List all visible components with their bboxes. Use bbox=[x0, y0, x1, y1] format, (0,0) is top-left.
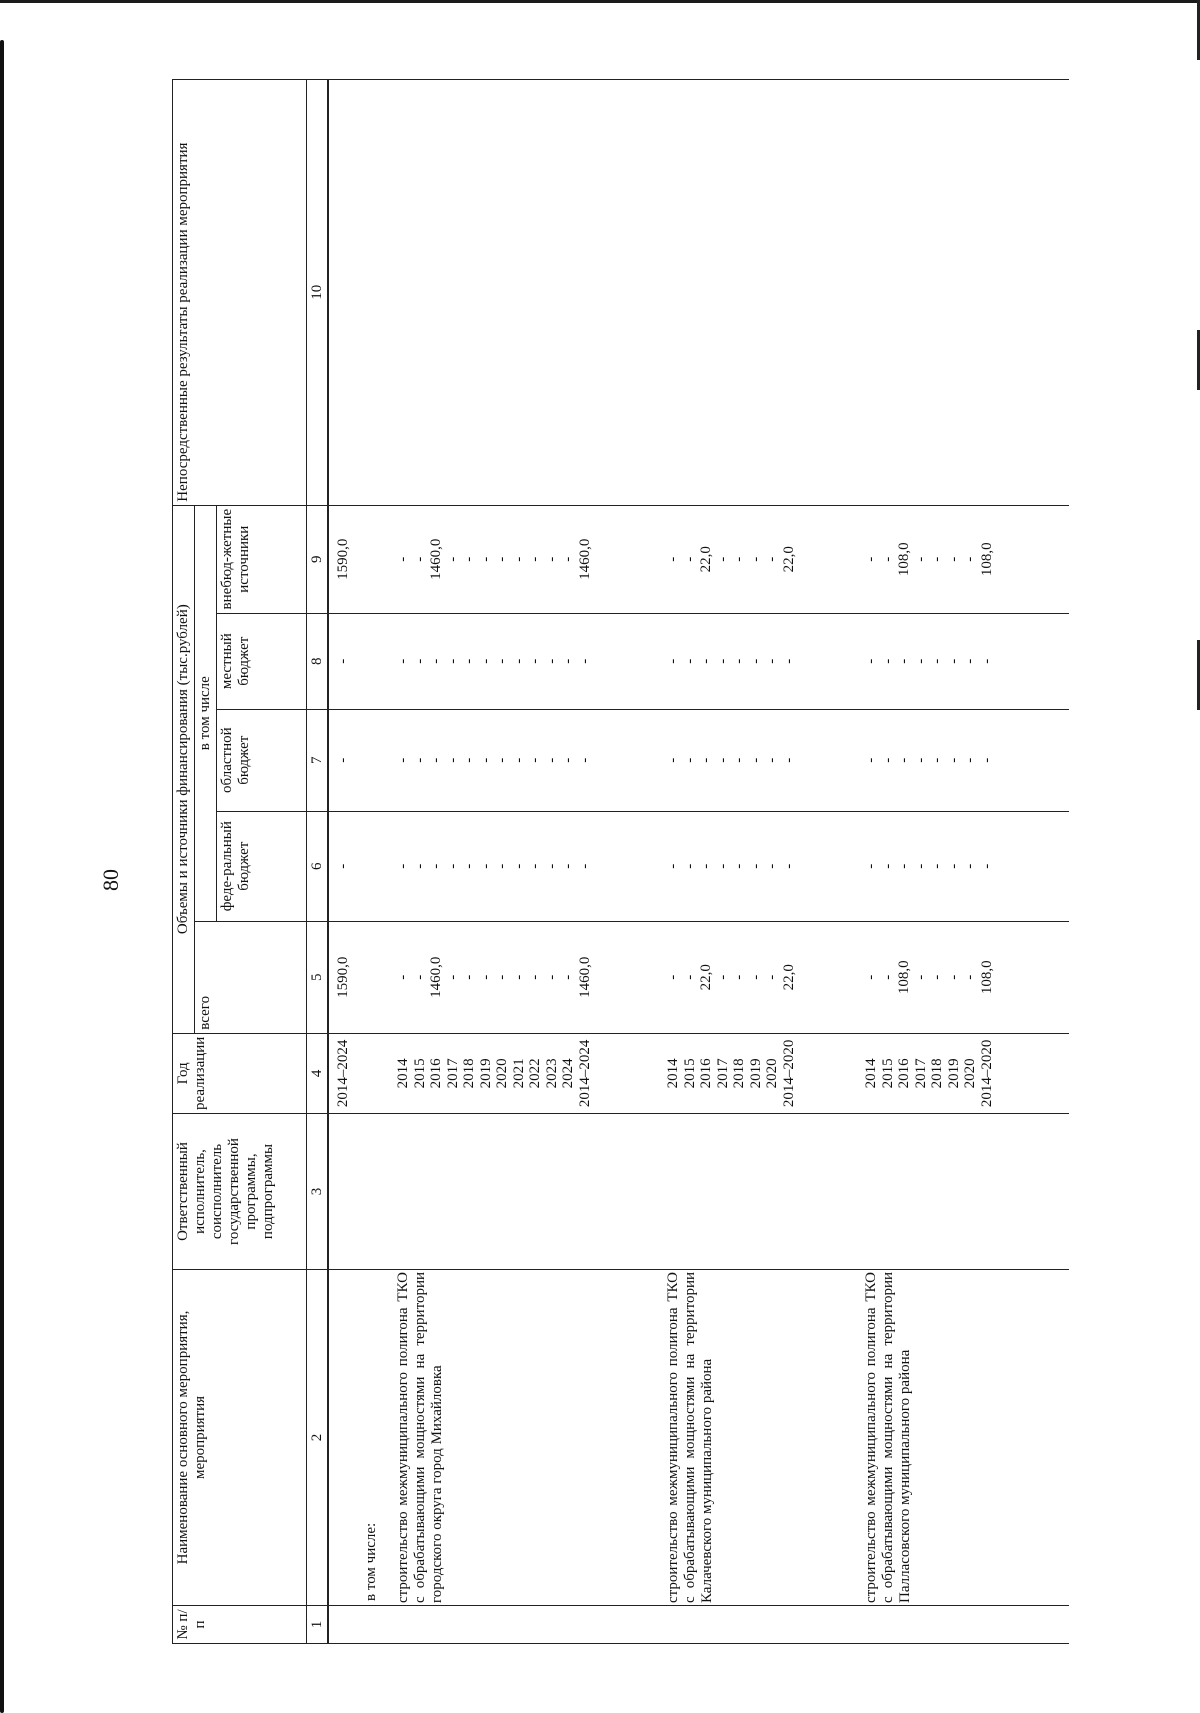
value-cell: 108,0 bbox=[978, 542, 995, 577]
header-in-total: в том числе bbox=[195, 505, 217, 921]
value-cell: - bbox=[444, 658, 461, 664]
year-cell: 2017 bbox=[912, 1058, 929, 1089]
value-cell: - bbox=[863, 974, 879, 980]
col-number: 4 bbox=[307, 1033, 329, 1113]
activity-name-mikhailovka: строительство межмуниципального полигона ТКО с обрабатывающими мощностями на территории городского округа город Михайловка bbox=[395, 1272, 445, 1603]
col-number: 3 bbox=[307, 1114, 329, 1270]
header-year: Год реализации bbox=[173, 1033, 307, 1113]
value-cell: - bbox=[879, 556, 896, 562]
value-cell: - bbox=[665, 556, 681, 562]
value-cell: - bbox=[912, 863, 929, 869]
value-cell: - bbox=[428, 757, 444, 763]
value-cell: 22,0 bbox=[780, 546, 797, 573]
value-cell: - bbox=[863, 556, 879, 562]
value-cell: - bbox=[527, 863, 543, 869]
page-number: 80 bbox=[98, 869, 123, 891]
value-cell: - bbox=[945, 863, 962, 869]
header-executor: Ответственный исполнитель, соисполнитель государственной программы, подпрограммы bbox=[173, 1114, 307, 1270]
value-cell: - bbox=[780, 658, 797, 664]
value-cell: - bbox=[780, 863, 797, 869]
value-cell: - bbox=[543, 658, 560, 664]
value-cell: - bbox=[576, 757, 593, 763]
value-cell: - bbox=[411, 974, 428, 980]
header-total: всего bbox=[195, 921, 307, 1033]
value-cell: - bbox=[912, 974, 929, 980]
value-cell: - bbox=[560, 863, 576, 869]
value-cell: - bbox=[560, 974, 576, 980]
value-cell: 108,0 bbox=[978, 960, 995, 995]
value-cell: - bbox=[665, 757, 681, 763]
year-cell: 2019 bbox=[747, 1058, 764, 1089]
scan-edge-top bbox=[0, 0, 1200, 3]
col-number: 8 bbox=[307, 613, 329, 709]
value-cell: - bbox=[510, 757, 527, 763]
summary-year: 2014–2024 bbox=[335, 1039, 351, 1108]
value-cell: - bbox=[494, 863, 510, 869]
year-cell: 2018 bbox=[929, 1058, 945, 1089]
value-cell: - bbox=[510, 863, 527, 869]
value-cell: - bbox=[747, 974, 764, 980]
value-cell: - bbox=[945, 556, 962, 562]
header-number: № п/п bbox=[173, 1606, 307, 1644]
value-cell: - bbox=[945, 757, 962, 763]
value-cell: - bbox=[494, 974, 510, 980]
value-cell: - bbox=[747, 863, 764, 869]
year-cell: 2018 bbox=[461, 1058, 477, 1089]
value-cell: - bbox=[477, 757, 494, 763]
value-cell: - bbox=[510, 556, 527, 562]
value-cell: - bbox=[978, 658, 995, 664]
value-cell: - bbox=[879, 863, 896, 869]
value-cell: - bbox=[731, 556, 747, 562]
value-cell: 22,0 bbox=[780, 964, 797, 991]
value-cell: - bbox=[665, 974, 681, 980]
value-cell: - bbox=[543, 757, 560, 763]
value-cell: - bbox=[461, 974, 477, 980]
value-cell: - bbox=[665, 863, 681, 869]
value-cell: - bbox=[395, 658, 411, 664]
value-cell: - bbox=[731, 974, 747, 980]
col-number: 10 bbox=[307, 79, 329, 505]
value-cell: 1460,0 bbox=[576, 538, 593, 580]
value-cell: - bbox=[560, 658, 576, 664]
value-cell: - bbox=[945, 974, 962, 980]
value-cell: - bbox=[527, 974, 543, 980]
value-cell: - bbox=[411, 658, 428, 664]
value-cell: - bbox=[510, 658, 527, 664]
value-cell: - bbox=[395, 757, 411, 763]
value-cell: - bbox=[477, 863, 494, 869]
value-cell: - bbox=[929, 863, 945, 869]
year-cell: 2019 bbox=[945, 1058, 962, 1089]
value-cell: - bbox=[747, 556, 764, 562]
summary-extra: 1590,0 bbox=[335, 538, 351, 580]
value-cell: - bbox=[896, 757, 912, 763]
value-cell: - bbox=[747, 757, 764, 763]
value-cell: - bbox=[879, 974, 896, 980]
summary-regional: - bbox=[335, 757, 351, 763]
value-cell: - bbox=[962, 658, 978, 664]
value-cell: - bbox=[527, 757, 543, 763]
value-cell: - bbox=[929, 556, 945, 562]
value-cell: - bbox=[411, 863, 428, 869]
value-cell: - bbox=[962, 757, 978, 763]
cell-col1 bbox=[328, 1606, 1069, 1644]
activity-name-kalach: строительство межмуниципального полигона ТКО с обрабатывающими мощностями на территории Калачевского муниципального района bbox=[665, 1272, 715, 1603]
year-cell: 2017 bbox=[444, 1058, 461, 1089]
year-cell: 2020 bbox=[962, 1058, 978, 1089]
value-cell: - bbox=[714, 863, 731, 869]
value-cell: - bbox=[560, 556, 576, 562]
header-financing-group: Объемы и источники финансирования (тыс.рублей) bbox=[173, 505, 195, 1033]
value-cell: - bbox=[780, 757, 797, 763]
value-cell: - bbox=[543, 974, 560, 980]
value-cell: - bbox=[879, 658, 896, 664]
value-cell: - bbox=[764, 974, 780, 980]
value-cell: - bbox=[510, 974, 527, 980]
in-that-number-label: в том числе: bbox=[363, 1522, 379, 1601]
value-cell: - bbox=[494, 556, 510, 562]
value-cell: - bbox=[962, 863, 978, 869]
value-cell: - bbox=[477, 974, 494, 980]
year-cell: 2015 bbox=[411, 1058, 428, 1089]
header-local: местный бюджет bbox=[217, 613, 307, 709]
value-cell: - bbox=[714, 658, 731, 664]
col-number: 9 bbox=[307, 505, 329, 613]
value-cell: - bbox=[576, 658, 593, 664]
value-cell: - bbox=[444, 863, 461, 869]
value-cell: 1460,0 bbox=[428, 538, 444, 580]
year-cell: 2022 bbox=[527, 1058, 543, 1089]
value-cell: - bbox=[527, 658, 543, 664]
value-cell: - bbox=[428, 658, 444, 664]
value-cell: - bbox=[681, 658, 698, 664]
value-cell: - bbox=[962, 974, 978, 980]
year-cell: 2015 bbox=[879, 1058, 896, 1089]
value-cell: - bbox=[395, 863, 411, 869]
year-cell: 2020 bbox=[764, 1058, 780, 1089]
header-activity-name: Наименование основного мероприятия, мероприятия bbox=[173, 1270, 307, 1606]
value-cell: - bbox=[527, 556, 543, 562]
value-cell: - bbox=[665, 658, 681, 664]
value-cell: - bbox=[461, 757, 477, 763]
cell-extra bbox=[328, 505, 1069, 613]
header-regional: областной бюджет bbox=[217, 709, 307, 811]
value-cell: - bbox=[395, 556, 411, 562]
header-results: Непосредственные результаты реализации мероприятия bbox=[173, 79, 307, 505]
value-cell: - bbox=[764, 757, 780, 763]
summary-federal: - bbox=[335, 863, 351, 869]
value-cell: 22,0 bbox=[698, 964, 714, 991]
value-cell: - bbox=[681, 757, 698, 763]
cell-regional bbox=[328, 709, 1069, 811]
value-cell: - bbox=[444, 974, 461, 980]
summary-total: 1590,0 bbox=[335, 956, 351, 998]
year-cell: 2016 bbox=[896, 1058, 912, 1089]
value-cell: 1460,0 bbox=[428, 956, 444, 998]
value-cell: - bbox=[929, 974, 945, 980]
value-cell: - bbox=[411, 757, 428, 763]
year-cell: 2014 bbox=[395, 1058, 411, 1089]
value-cell: - bbox=[560, 757, 576, 763]
value-cell: - bbox=[731, 863, 747, 869]
value-cell: - bbox=[681, 556, 698, 562]
value-cell: - bbox=[764, 556, 780, 562]
value-cell: - bbox=[879, 757, 896, 763]
year-cell: 2020 bbox=[494, 1058, 510, 1089]
value-cell: - bbox=[863, 658, 879, 664]
value-cell: - bbox=[764, 658, 780, 664]
year-cell: 2014–2020 bbox=[780, 1039, 797, 1108]
value-cell: - bbox=[576, 863, 593, 869]
value-cell: - bbox=[978, 757, 995, 763]
value-cell: - bbox=[863, 757, 879, 763]
value-cell: - bbox=[714, 757, 731, 763]
value-cell: - bbox=[444, 556, 461, 562]
value-cell: 22,0 bbox=[698, 546, 714, 573]
value-cell: - bbox=[731, 757, 747, 763]
cell-total bbox=[328, 921, 1069, 1033]
value-cell: - bbox=[461, 658, 477, 664]
value-cell: - bbox=[428, 863, 444, 869]
value-cell: - bbox=[494, 757, 510, 763]
year-cell: 2023 bbox=[543, 1058, 560, 1089]
value-cell: - bbox=[912, 556, 929, 562]
header-extra: внебюд-жетные источники bbox=[217, 505, 307, 613]
value-cell: - bbox=[896, 658, 912, 664]
value-cell: - bbox=[477, 658, 494, 664]
value-cell: - bbox=[444, 757, 461, 763]
year-cell: 2021 bbox=[510, 1058, 527, 1089]
value-cell: - bbox=[411, 556, 428, 562]
value-cell: - bbox=[731, 658, 747, 664]
value-cell: - bbox=[929, 757, 945, 763]
value-cell: - bbox=[698, 863, 714, 869]
col-number: 2 bbox=[307, 1270, 329, 1606]
year-cell: 2016 bbox=[428, 1058, 444, 1089]
value-cell: - bbox=[714, 556, 731, 562]
value-cell: 108,0 bbox=[896, 960, 912, 995]
value-cell: - bbox=[912, 757, 929, 763]
value-cell: - bbox=[945, 658, 962, 664]
col-number: 1 bbox=[307, 1606, 329, 1644]
year-cell: 2014–2020 bbox=[978, 1039, 995, 1108]
col-number: 5 bbox=[307, 921, 329, 1033]
value-cell: 1460,0 bbox=[576, 956, 593, 998]
scan-edge-left bbox=[0, 40, 4, 1713]
value-cell: - bbox=[395, 974, 411, 980]
activity-name-pallasovka: строительство межмуниципального полигона ТКО с обрабатывающими мощностями на территории Палласовского муниципального района bbox=[863, 1272, 913, 1603]
year-cell: 2017 bbox=[714, 1058, 731, 1089]
value-cell: - bbox=[747, 658, 764, 664]
value-cell: - bbox=[461, 863, 477, 869]
value-cell: - bbox=[896, 863, 912, 869]
cell-year bbox=[328, 1033, 1069, 1113]
year-cell: 2014 bbox=[863, 1058, 879, 1089]
value-cell: - bbox=[764, 863, 780, 869]
year-cell: 2019 bbox=[477, 1058, 494, 1089]
col-number: 7 bbox=[307, 709, 329, 811]
year-cell: 2018 bbox=[731, 1058, 747, 1089]
value-cell: - bbox=[461, 556, 477, 562]
value-cell: - bbox=[477, 556, 494, 562]
value-cell: - bbox=[714, 974, 731, 980]
value-cell: 108,0 bbox=[896, 542, 912, 577]
summary-local: - bbox=[335, 658, 351, 664]
value-cell: - bbox=[543, 556, 560, 562]
value-cell: - bbox=[863, 863, 879, 869]
financing-table bbox=[172, 79, 1069, 1644]
header-federal: феде-ральный бюджет bbox=[217, 811, 307, 921]
year-cell: 2024 bbox=[560, 1058, 576, 1089]
value-cell: - bbox=[698, 757, 714, 763]
year-cell: 2015 bbox=[681, 1058, 698, 1089]
cell-results bbox=[328, 79, 1069, 505]
cell-federal bbox=[328, 811, 1069, 921]
cell-local bbox=[328, 613, 1069, 709]
year-cell: 2014–2024 bbox=[576, 1039, 593, 1108]
col-number: 6 bbox=[307, 811, 329, 921]
cell-col3 bbox=[328, 1114, 1069, 1270]
year-cell: 2014 bbox=[665, 1058, 681, 1089]
value-cell: - bbox=[681, 974, 698, 980]
value-cell: - bbox=[978, 863, 995, 869]
year-cell: 2016 bbox=[698, 1058, 714, 1089]
value-cell: - bbox=[929, 658, 945, 664]
value-cell: - bbox=[543, 863, 560, 869]
rotated-sheet bbox=[12, 60, 1152, 1700]
value-cell: - bbox=[912, 658, 929, 664]
value-cell: - bbox=[698, 658, 714, 664]
cell-col2 bbox=[328, 1270, 1069, 1606]
value-cell: - bbox=[494, 658, 510, 664]
value-cell: - bbox=[962, 556, 978, 562]
value-cell: - bbox=[681, 863, 698, 869]
